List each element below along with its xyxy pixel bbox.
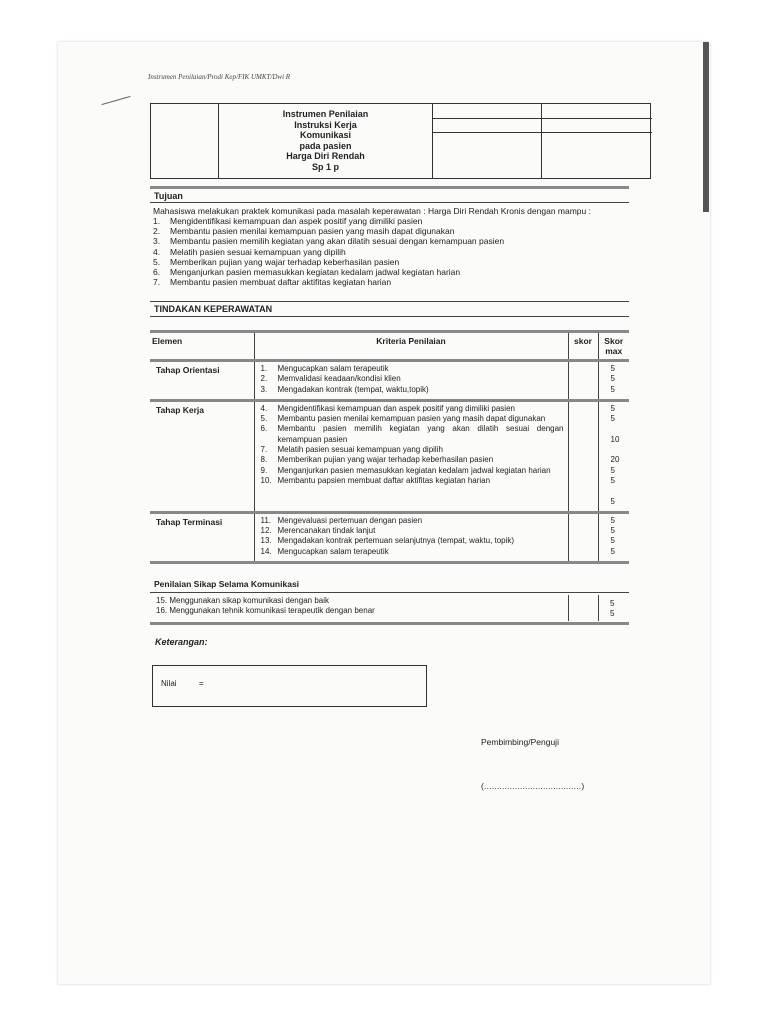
list-item: 4. Melatih pasien sesuai kemampuan yang dipilih — [153, 246, 346, 257]
list-item: 1. Mengidentifikasi kemampuan dan aspek positif yang dimiliki pasien — [153, 216, 423, 226]
divider — [150, 316, 629, 317]
criteria-cell: 1. Mengucapkan salam terapeutik 2. Memvalidasi keadaan/kondisi klien 3. Mengadakan kontrak (tempat, waktu,topik) — [254, 361, 568, 401]
list-item: 2. Membantu pasien menilai kemampuan pasien yang masih dapat digunakan — [153, 226, 455, 237]
criteria-cell: 4. Mengidentifikasi kemampuan dan aspek positif yang dimiliki pasien 5. Membantu pasien menilai kemampuan pasien yang masih dapat digunakan 6. Membantu pasien memilih kegiatan yang akan dilatih sesuai dengan kemampuan pasien 7. Melatih pasien sesuai kemampuan yang dipilih 8. Memberikan pujian yang wajar terhadap keberhasilan pasien 9. Menganjurkan pasien memasukkan kegiatan kedalam jadwal kegiatan harian 10. Membantu papsien membuat daftar aktifitas kegiatan harian — [254, 400, 568, 512]
title-line: pada pasien — [299, 140, 352, 151]
col-header-kriteria: Kriteria Penilaian — [254, 332, 568, 361]
max-score-cell: 5 5 5 — [598, 361, 629, 401]
title-line: Sp 1 p — [311, 161, 339, 172]
col-header-skor-max: Skor max — [598, 332, 629, 361]
meta-cells — [433, 104, 652, 178]
max-score-cell: 5 5 5 5 — [598, 512, 629, 562]
title-cell — [219, 104, 433, 178]
table-row — [150, 512, 629, 562]
title-line: Komunikasi — [299, 130, 351, 140]
logo-cell — [151, 104, 219, 178]
score-cell[interactable] — [568, 512, 598, 562]
divider — [541, 104, 542, 178]
tujuan-list — [153, 216, 504, 287]
max-score-cell: 5 5 10 20 5 5 5 — [598, 400, 629, 512]
group-name: Tahap Kerja — [150, 400, 254, 512]
divider — [150, 202, 629, 203]
title-block — [150, 103, 651, 179]
assessment-table — [150, 330, 629, 564]
score-cell[interactable] — [568, 361, 598, 401]
table-row — [150, 361, 629, 401]
divider — [568, 595, 569, 621]
keterangan-label: Keterangan: — [155, 637, 208, 647]
tindakan-heading: TINDAKAN KEPERAWATAN — [154, 304, 273, 314]
table-header-row — [150, 332, 629, 361]
list-item: 3. Membantu pasien memilih kegiatan yang akan dilatih sesuai dengan kemampuan pasien — [153, 236, 505, 247]
nilai-equals: = — [199, 679, 204, 688]
list-item: 7. Membantu pasien membuat daftar aktifitas kegiatan harian — [153, 277, 392, 288]
list-item: 15. Menggunakan sikap komunikasi dengan baik — [156, 596, 330, 605]
score-cell[interactable] — [568, 400, 598, 512]
group-name: Tahap Orientasi — [150, 361, 254, 401]
divider — [598, 595, 599, 621]
col-header-skor: skor — [568, 332, 598, 361]
sikap-section — [150, 592, 629, 625]
sikap-max-scores: 5 5 — [610, 599, 615, 619]
group-name: Tahap Terminasi — [150, 512, 254, 562]
list-item: 5. Memberikan pujian yang wajar terhadap keberhasilan pasien — [153, 256, 400, 267]
tujuan-intro: Mahasiswa melakukan praktek komunikasi pada masalah keperawatan : Harga Diri Rendah Kronis dengan mampu : — [153, 206, 591, 216]
col-header-elemen: Elemen — [150, 332, 254, 361]
title-line: Harga Diri Rendah — [286, 151, 365, 161]
title-line: Instruksi Kerja — [294, 119, 357, 130]
criteria-cell: 11. Mengevaluasi pertemuan dengan pasien 12. Merencanakan tindak lanjut 13. Mengadakan kontrak pertemuan selanjutnya (tempat, waktu, topik) 14. Mengucapkan salam terapeutik — [254, 512, 568, 562]
nilai-label: Nilai — [161, 679, 177, 688]
divider — [433, 118, 652, 119]
divider — [150, 186, 629, 189]
tujuan-heading: Tujuan — [154, 191, 183, 201]
list-item: 16. Menggunakan tehnik komunikasi terapeutik dengan benar — [156, 606, 375, 616]
divider — [433, 132, 652, 133]
pembimbing-label: Pembimbing/Penguji — [481, 737, 559, 747]
header-note: Instrumen Penilaian/Prodi Kep/FIK UMKT/Dwi R — [148, 73, 291, 81]
sikap-heading: Penilaian Sikap Selama Komunikasi — [154, 579, 300, 589]
nilai-box[interactable] — [152, 665, 427, 707]
scan-edge-shadow — [703, 42, 709, 212]
title-line: Instrumen Penilaian — [282, 109, 369, 119]
list-item: 6. Menganjurkan pasien memasukkan kegiatan kedalam jadwal kegiatan harian — [153, 267, 461, 278]
divider — [150, 301, 629, 302]
table-row — [150, 400, 629, 512]
sikap-list — [156, 596, 375, 617]
signature-line: (......................................) — [481, 781, 585, 791]
